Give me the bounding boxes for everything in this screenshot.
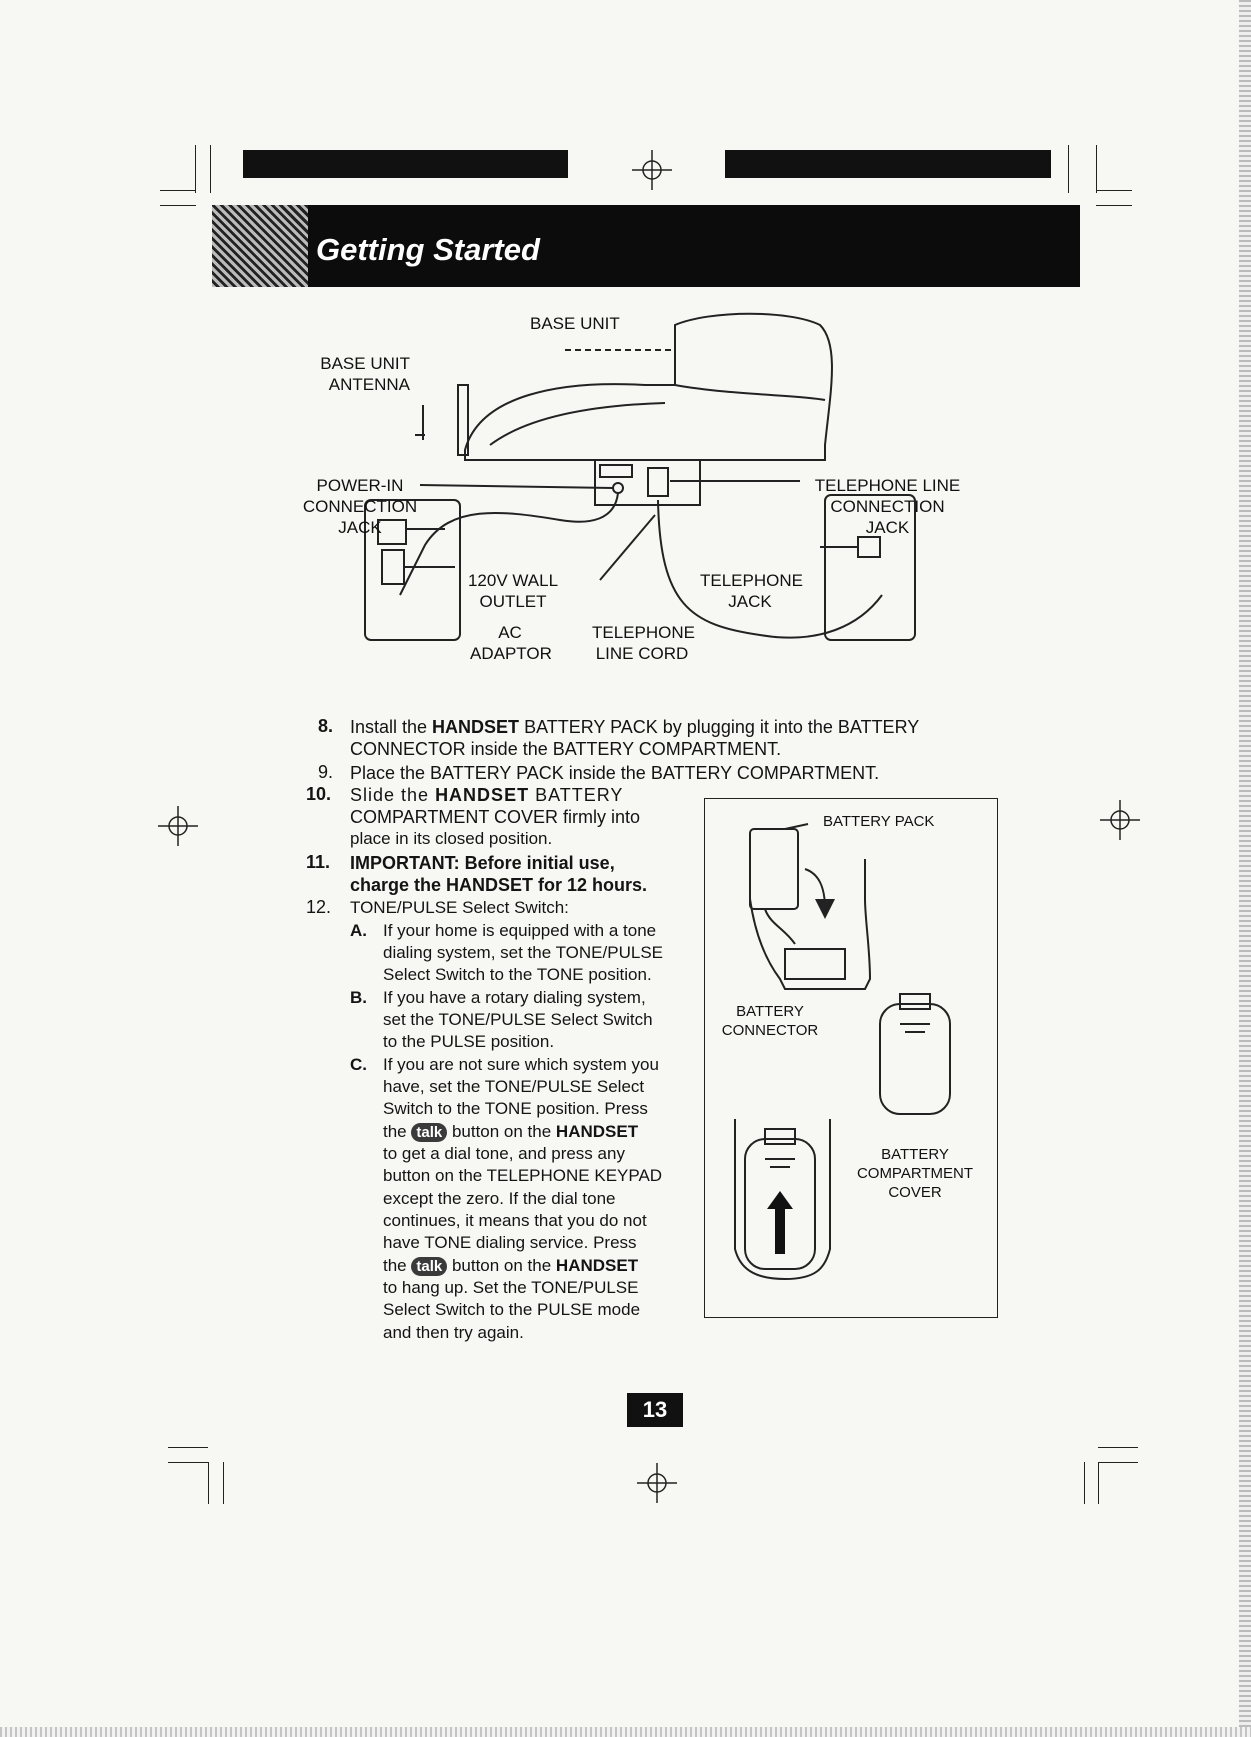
label-telephone-line-cord-2: LINE CORD xyxy=(595,644,689,663)
registration-crosshair-icon xyxy=(1100,800,1140,840)
step-8-line-1: Install the HANDSET BATTERY PACK by plugging it into the BATTERY xyxy=(350,717,920,737)
step-10-line-1: Slide the HANDSET BATTERY xyxy=(350,785,624,805)
label-compartment-cover-1: BATTERY xyxy=(881,1146,949,1163)
label-battery-connector-2: CONNECTOR xyxy=(721,1022,819,1039)
sub-a-letter: A. xyxy=(350,921,367,940)
sub-c-line-6: button on the TELEPHONE KEYPAD xyxy=(383,1166,663,1185)
label-power-in-2: CONNECTION xyxy=(302,497,418,516)
step-12-number: 12. xyxy=(306,897,332,917)
step-10-line-3: place in its closed position. xyxy=(350,829,553,848)
step-10-number: 10. xyxy=(306,784,332,804)
crop-mark xyxy=(1096,205,1132,206)
label-telephone-jack-1: TELEPHONE xyxy=(700,571,803,590)
step-8-line-2: CONNECTOR inside the BATTERY COMPARTMENT. xyxy=(350,739,782,759)
label-battery-connector-1: BATTERY xyxy=(736,1003,804,1020)
crop-mark xyxy=(160,190,196,191)
step-12-text: TONE/PULSE Select Switch: xyxy=(350,898,569,917)
header-pattern xyxy=(212,205,308,287)
label-base-unit-antenna-2: ANTENNA xyxy=(328,375,410,394)
crop-mark xyxy=(223,1462,224,1504)
step-8-number: 8. xyxy=(318,716,334,736)
crop-mark xyxy=(1096,190,1132,191)
sub-c-line-8: continues, it means that you do not xyxy=(383,1211,647,1230)
battery-figure xyxy=(704,798,998,1318)
label-ac-adaptor-2: ADAPTOR xyxy=(470,644,552,663)
talk-button-icon: talk xyxy=(411,1123,447,1142)
sub-c-line-10: the talk button on the HANDSET xyxy=(383,1256,639,1275)
connection-diagram xyxy=(302,305,990,680)
scan-edge-right xyxy=(1239,0,1251,1737)
sub-b-line-2: set the TONE/PULSE Select Switch xyxy=(383,1010,653,1029)
sub-b-line-1: If you have a rotary dialing system, xyxy=(383,988,646,1007)
label-compartment-cover-2: COMPARTMENT xyxy=(856,1165,974,1182)
page-number: 13 xyxy=(627,1393,683,1427)
crop-mark xyxy=(1098,1462,1099,1504)
sub-c-line-3: Switch to the TONE position. Press xyxy=(383,1099,648,1118)
crop-mark xyxy=(1098,1462,1138,1463)
registration-bar-left xyxy=(243,150,568,178)
sub-c-line-13: and then try again. xyxy=(383,1323,524,1342)
sub-a-line-1: If your home is equipped with a tone xyxy=(383,921,657,940)
crop-mark xyxy=(195,145,196,193)
label-power-in-3: JACK xyxy=(338,518,382,537)
step-11-line-2: charge the HANDSET for 12 hours. xyxy=(350,875,648,895)
label-ac-adaptor-1: AC xyxy=(498,623,522,642)
label-power-in-1: POWER-IN xyxy=(316,476,404,495)
page-title: Getting Started xyxy=(316,232,540,267)
label-telephone-jack-2: JACK xyxy=(728,592,772,611)
sub-c-line-2: have, set the TONE/PULSE Select xyxy=(383,1077,645,1096)
label-telephone-line-1: TELEPHONE LINE xyxy=(814,476,961,495)
step-11-number: 11. xyxy=(306,852,331,872)
label-telephone-line-3: JACK xyxy=(865,518,910,537)
crop-mark xyxy=(1096,145,1097,193)
talk-button-icon: talk xyxy=(411,1257,447,1276)
crop-mark xyxy=(168,1447,208,1448)
label-compartment-cover-3: COVER xyxy=(888,1184,942,1201)
scan-edge-bottom xyxy=(0,1727,1251,1737)
battery-illustration xyxy=(705,799,997,1317)
step-11-line-1: IMPORTANT: Before initial use, xyxy=(350,853,615,873)
registration-crosshair-icon xyxy=(632,150,672,190)
crop-mark xyxy=(1084,1462,1085,1504)
crop-mark xyxy=(210,145,211,193)
crop-mark xyxy=(168,1462,208,1463)
crop-mark xyxy=(1098,1447,1138,1448)
crop-mark xyxy=(208,1462,209,1504)
crop-mark xyxy=(160,205,196,206)
step-9-text: Place the BATTERY PACK inside the BATTERY COMPARTMENT. xyxy=(350,763,880,783)
sub-c-letter: C. xyxy=(350,1055,367,1074)
label-battery-pack: BATTERY PACK xyxy=(823,813,935,830)
sub-b-letter: B. xyxy=(350,988,367,1007)
label-telephone-line-2: CONNECTION xyxy=(830,497,945,516)
registration-crosshair-icon xyxy=(158,806,198,846)
sub-c-line-1: If you are not sure which system you xyxy=(383,1055,659,1074)
sub-c-line-7: except the zero. If the dial tone xyxy=(383,1189,616,1208)
label-telephone-line-cord-1: TELEPHONE xyxy=(592,623,695,642)
step-9-number: 9. xyxy=(318,762,334,782)
label-base-unit-antenna-1: BASE UNIT xyxy=(320,354,410,373)
label-wall-outlet-1: 120V WALL xyxy=(467,571,559,590)
label-base-unit: BASE UNIT xyxy=(530,314,620,333)
sub-c-line-4: the talk button on the HANDSET xyxy=(383,1122,639,1141)
up-arrow-icon xyxy=(767,1191,793,1254)
registration-bar-right xyxy=(725,150,1051,178)
sub-c-line-12: Select Switch to the PULSE mode xyxy=(383,1300,641,1319)
sub-c-line-5: to get a dial tone, and press any xyxy=(383,1144,625,1163)
step-10-line-2: COMPARTMENT COVER firmly into xyxy=(350,807,641,827)
registration-crosshair-icon xyxy=(637,1463,677,1503)
sub-a-line-2: dialing system, set the TONE/PULSE xyxy=(383,943,663,962)
crop-mark xyxy=(1068,145,1069,193)
sub-b-line-3: to the PULSE position. xyxy=(383,1032,555,1051)
sub-c-line-11: to hang up. Set the TONE/PULSE xyxy=(383,1278,639,1297)
sub-a-line-3: Select Switch to the TONE position. xyxy=(383,965,652,984)
sub-c-line-9: have TONE dialing service. Press xyxy=(383,1233,637,1252)
label-wall-outlet-2: OUTLET xyxy=(479,592,547,611)
